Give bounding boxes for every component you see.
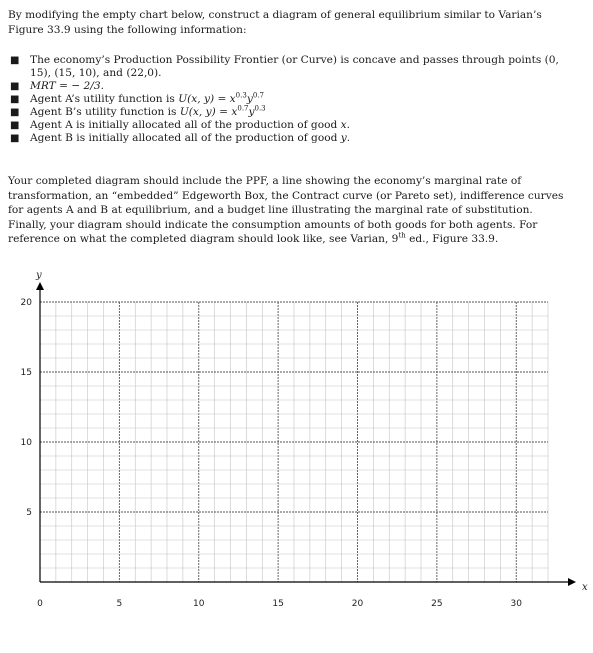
exponent: 0.3 — [254, 104, 266, 113]
x-tick-label: 15 — [272, 599, 284, 609]
exponent: 0.3 — [235, 91, 247, 100]
ppf-assumption: The economy’s Production Possibility Frontier (or Curve) is concave and passes through points (0, 15), (15, 10), and (22,0). — [30, 54, 559, 79]
agent-a-allocation: Agent A is initially allocated all of the production of good — [30, 119, 341, 131]
exponent: 0.7 — [237, 104, 249, 113]
x-tick-label: 25 — [431, 599, 443, 609]
bullet-icon: ■ — [10, 120, 20, 131]
bullet-icon: ■ — [10, 133, 20, 144]
agent-b-utility-label: Agent B’s utility function is — [30, 106, 180, 118]
good-y: y — [340, 132, 347, 144]
y-tick-label: 20 — [20, 298, 32, 308]
agent-a-utility-formula: U(x, y) = x — [178, 93, 236, 105]
empty-chart — [0, 270, 593, 630]
superscript: th — [398, 231, 406, 240]
formula-var: y — [246, 93, 253, 105]
instructions-body: Your completed diagram should include the PPF, a line showing the economy’s marginal rate of transformation, an “embedded” Edgeworth Box, the Contract curve (or Pareto set), indifference curves for agents A and B at equilibrium, and a budget line illustrating the marginal rate of substitution. Finally, your diagram should indicate the consumption amounts of both goods for both agents. For reference on what the completed diagram should look like, see Varian, 9 — [8, 175, 564, 246]
y-tick-label: 15 — [20, 368, 32, 378]
list-item — [8, 119, 568, 132]
agent-b-allocation: Agent B is initially allocated all of the production of good — [30, 132, 341, 144]
period: . — [346, 132, 351, 144]
assumption-list — [8, 54, 568, 145]
instructions-text — [8, 174, 568, 247]
formula-var: y — [248, 106, 255, 118]
list-item — [8, 106, 568, 119]
exponent: 0.7 — [252, 91, 264, 100]
x-tick-label: 20 — [351, 599, 364, 609]
y-tick-label: 10 — [20, 438, 32, 448]
y-axis-arrow-icon — [36, 282, 44, 290]
list-item — [8, 54, 568, 80]
list-item — [8, 132, 568, 145]
list-item — [8, 80, 568, 93]
x-axis-arrow-icon — [568, 578, 576, 586]
x-tick-label: 30 — [510, 599, 522, 609]
bullet-icon: ■ — [10, 55, 20, 66]
bullet-icon: ■ — [10, 94, 20, 105]
agent-b-utility-formula: U(x, y) = x — [179, 106, 238, 118]
mrt-assumption: MRT = − 2/3. — [30, 80, 104, 92]
x-axis-label: x — [582, 582, 588, 593]
period: . — [346, 119, 350, 131]
instructions-end: ed., Figure 33.9. — [405, 233, 499, 246]
y-tick-label: 5 — [26, 508, 32, 518]
bullet-icon: ■ — [10, 81, 20, 92]
good-x: x — [340, 119, 347, 131]
intro-text: By modifying the empty chart below, construct a diagram of general equilibrium similar to Varian’s Figure 33.9 using the following information: — [8, 9, 542, 36]
y-axis-label: y — [36, 270, 42, 281]
x-tick-label: 0 — [37, 599, 43, 609]
bullet-icon: ■ — [10, 107, 20, 118]
agent-a-utility-label: Agent A’s utility function is — [30, 93, 179, 105]
x-tick-label: 5 — [116, 599, 123, 609]
list-item — [8, 93, 568, 106]
x-tick-label: 10 — [193, 599, 205, 609]
